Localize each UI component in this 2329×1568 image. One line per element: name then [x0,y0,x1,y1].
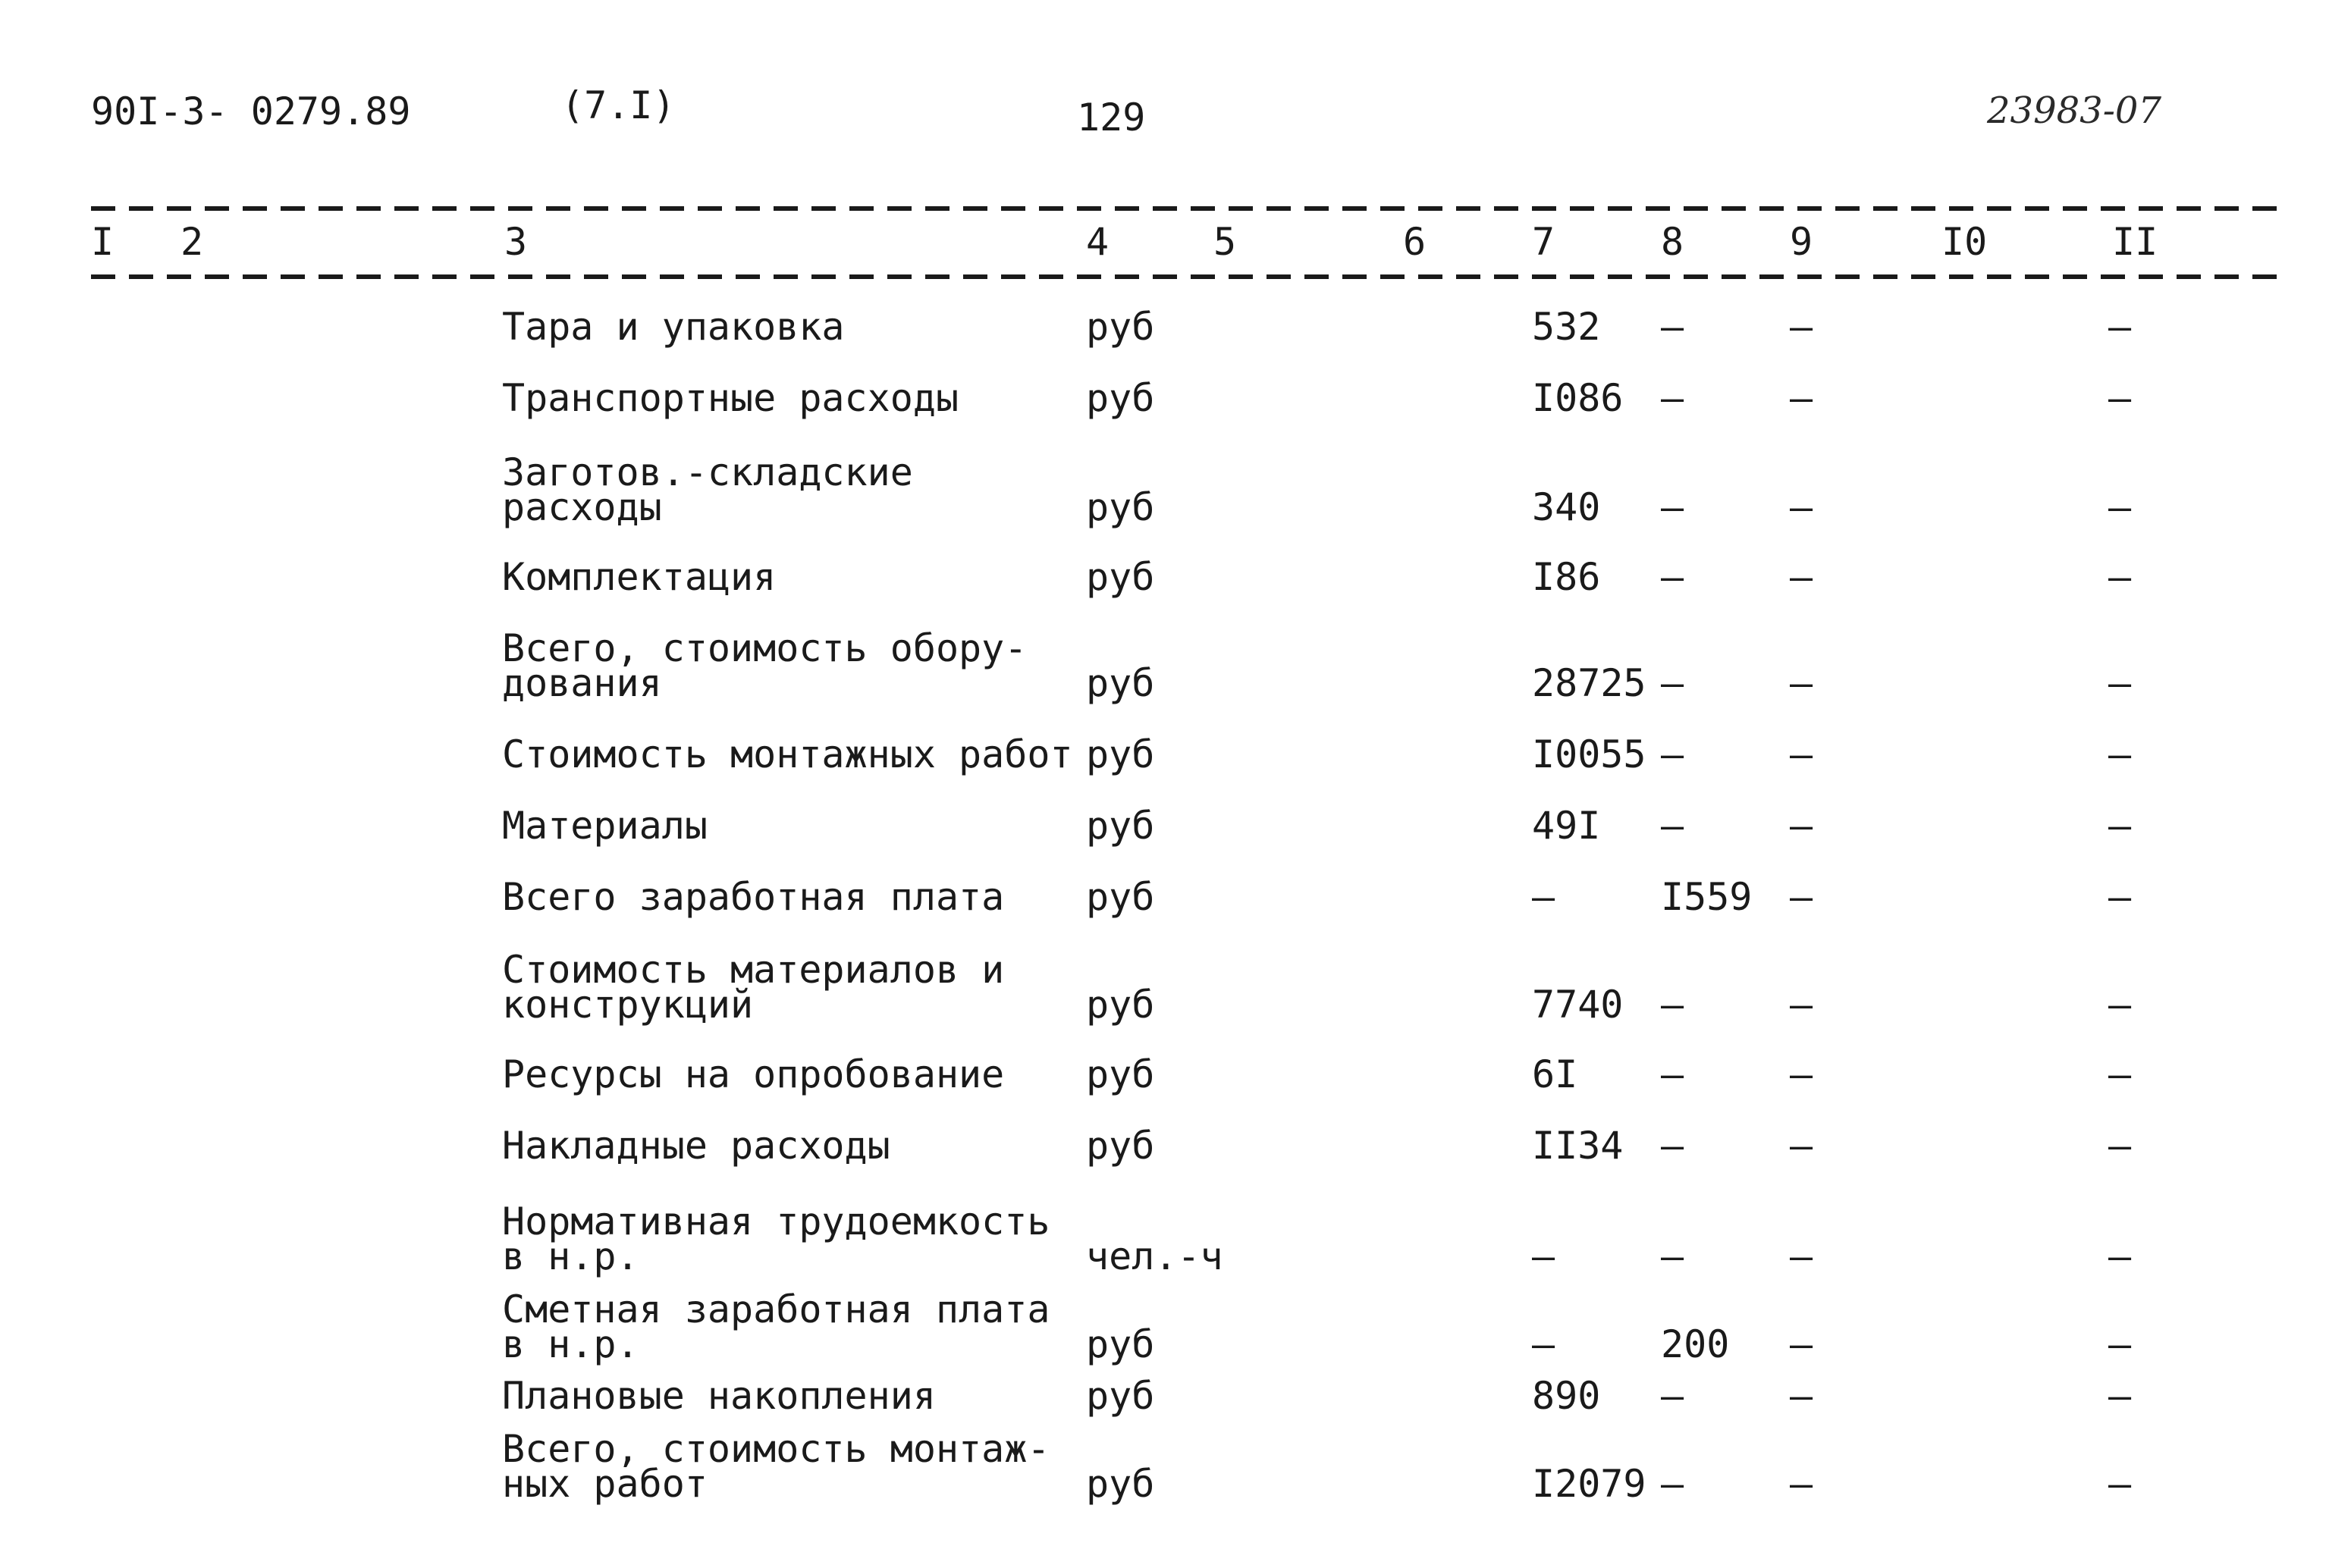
col7-value: 890 [1532,1374,1601,1418]
col9-value: – [1790,1052,1813,1096]
column-number: I0 [1941,220,1988,264]
col8-value: – [1661,661,1684,705]
table-row [0,875,2329,919]
col7-value: 340 [1532,485,1601,529]
col11-value: – [2108,1462,2132,1506]
page-number: 129 [1077,96,1146,140]
col8-value: – [1661,804,1684,848]
unit: руб [1086,1462,1155,1506]
col7-value: II34 [1532,1124,1624,1168]
col9-value: – [1790,1462,1813,1506]
item-name: Заготов.-складские расходы [502,450,913,529]
col7-value: 49I [1532,804,1601,848]
item-name: Нормативная трудоемкость в н.р. [502,1200,1050,1278]
handwritten-registration-number: 23983-07 [1987,89,2161,132]
item-name: Материалы [502,804,708,848]
col11-value: – [2108,1052,2132,1096]
item-name: Ресурсы на опробование [502,1052,1005,1096]
table-row [0,376,2329,420]
col8-value: – [1661,305,1684,349]
col11-value: – [2108,983,2132,1027]
item-name: Всего заработная плата [502,875,1005,919]
col11-value: – [2108,804,2132,848]
col7-value: 28725 [1532,661,1646,705]
unit: руб [1086,305,1155,349]
col9-value: – [1790,983,1813,1027]
col9-value: – [1790,1322,1813,1366]
unit: руб [1086,1374,1155,1418]
table-row [0,1427,2329,1506]
unit: руб [1086,485,1155,529]
col9-value: – [1790,1124,1813,1168]
unit: руб [1086,661,1155,705]
column-number: 4 [1086,220,1110,264]
col8-value: – [1661,1124,1684,1168]
col7-value: I86 [1532,555,1601,599]
unit: руб [1086,1052,1155,1096]
item-name: Сметная заработная плата в н.р. [502,1287,1050,1366]
item-name: Транспортные расходы [502,376,959,420]
col9-value: – [1790,305,1813,349]
col9-value: – [1790,1374,1813,1418]
col8-value: – [1661,983,1684,1027]
table-row [0,450,2329,529]
col11-value: – [2108,305,2132,349]
item-name: Комплектация [502,555,777,599]
top-dashed-rule [91,206,2283,211]
col8-value: – [1661,1374,1684,1418]
col8-value: – [1661,1234,1684,1278]
col8-value: – [1661,1052,1684,1096]
item-name: Стоимость монтажных работ [502,732,1073,776]
item-name: Стоимость материалов и конструкций [502,948,1005,1027]
table-row [0,732,2329,776]
col7-value: 7740 [1532,983,1624,1027]
column-number: 3 [504,220,528,264]
col8-value: – [1661,485,1684,529]
col11-value: – [2108,1124,2132,1168]
table-row [0,1374,2329,1418]
table-row [0,1124,2329,1168]
unit: руб [1086,732,1155,776]
table-row [0,305,2329,349]
unit: чел.-ч [1086,1234,1223,1278]
table-row [0,626,2329,705]
col11-value: – [2108,875,2132,919]
unit: руб [1086,804,1155,848]
unit: руб [1086,1124,1155,1168]
col8-value: – [1661,555,1684,599]
item-name: Накладные расходы [502,1124,890,1168]
col11-value: – [2108,661,2132,705]
col8-value: I559 [1661,875,1753,919]
col9-value: – [1790,804,1813,848]
col9-value: – [1790,875,1813,919]
col11-value: – [2108,376,2132,420]
item-name: Всего, стоимость обору- дования [502,626,1028,705]
col9-value: – [1790,376,1813,420]
item-name: Всего, стоимость монтаж- ных работ [502,1427,1050,1506]
column-number: II [2112,220,2158,264]
col9-value: – [1790,732,1813,776]
col9-value: – [1790,1234,1813,1278]
column-number: 2 [180,220,204,264]
col7-value: I2079 [1532,1462,1646,1506]
col8-value: – [1661,1462,1684,1506]
table-row [0,1287,2329,1366]
col8-value: – [1661,732,1684,776]
col7-value: I086 [1532,376,1624,420]
column-number: 7 [1532,220,1555,264]
unit: руб [1086,555,1155,599]
column-number: 6 [1403,220,1427,264]
column-number: 9 [1790,220,1813,264]
item-name: Тара и упаковка [502,305,845,349]
section-number: (7.I) [561,83,676,127]
table-row [0,555,2329,599]
column-number: I [91,220,115,264]
col7-value: – [1532,875,1555,919]
col7-value: 6I [1532,1052,1578,1096]
col11-value: – [2108,732,2132,776]
unit: руб [1086,983,1155,1027]
column-number: 5 [1213,220,1237,264]
col9-value: – [1790,661,1813,705]
bottom-dashed-rule [91,274,2283,279]
table-row [0,804,2329,848]
col7-value: – [1532,1234,1555,1278]
col11-value: – [2108,555,2132,599]
col7-value: 532 [1532,305,1601,349]
table-row [0,948,2329,1027]
col11-value: – [2108,485,2132,529]
col11-value: – [2108,1374,2132,1418]
document-code: 90I-3- 0279.89 [91,89,411,133]
col11-value: – [2108,1234,2132,1278]
col7-value: – [1532,1322,1555,1366]
col9-value: – [1790,555,1813,599]
item-name: Плановые накопления [502,1374,936,1418]
unit: руб [1086,875,1155,919]
column-number: 8 [1661,220,1684,264]
col9-value: – [1790,485,1813,529]
unit: руб [1086,376,1155,420]
col7-value: I0055 [1532,732,1646,776]
table-row [0,1052,2329,1096]
table-row [0,1200,2329,1278]
col11-value: – [2108,1322,2132,1366]
col8-value: 200 [1661,1322,1730,1366]
unit: руб [1086,1322,1155,1366]
col8-value: – [1661,376,1684,420]
